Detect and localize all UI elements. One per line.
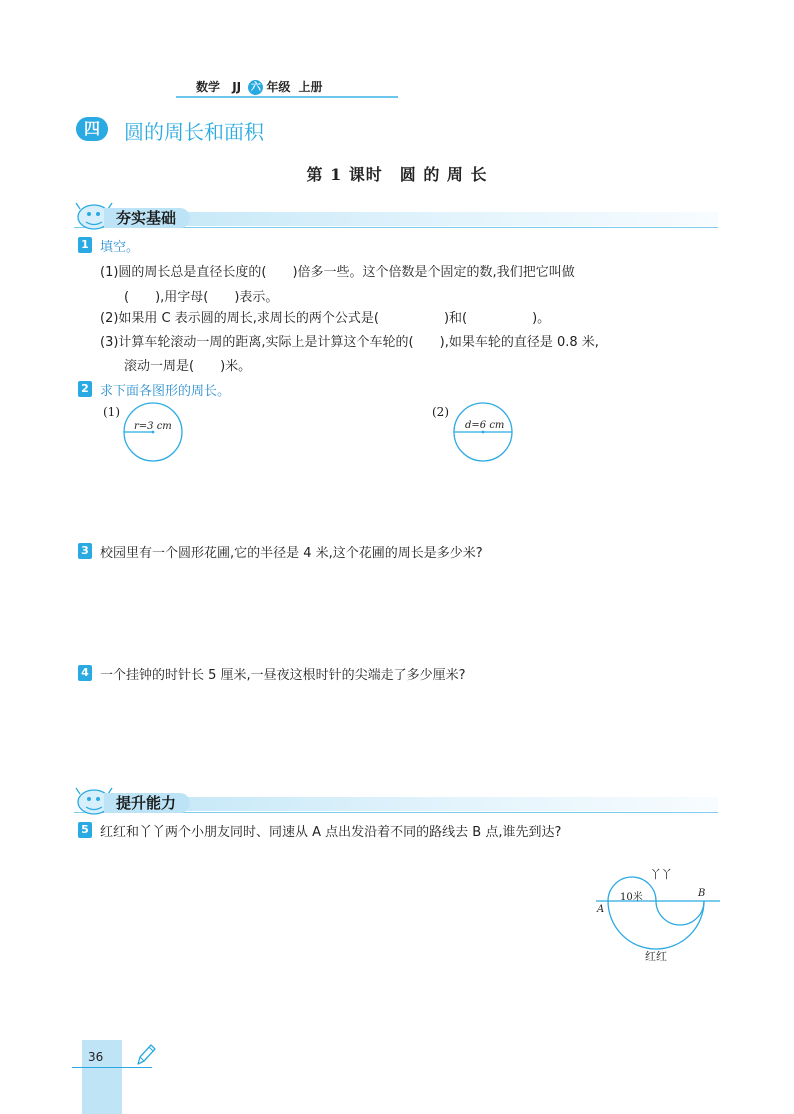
chapter-badge: 四 [76, 117, 108, 141]
question-text: 红红和丫丫两个小朋友同时、同速从 A 点出发沿着不同的路线去 B 点,谁先到达? [100, 825, 562, 840]
question-title: 求下面各图形的周长。 [100, 384, 231, 399]
section-banner-advanced [74, 785, 718, 817]
header-volume: 上册 [298, 80, 323, 94]
segment-length: 10米 [620, 892, 643, 903]
question-text: (2)如果用 C 表示圆的周长,求周长的两个公式是( )和( )。 [100, 311, 551, 326]
route-label-yaya: 丫丫 [650, 868, 672, 881]
question-text: (3)计算车轮滚动一周的距离,实际上是计算这个车轮的( ),如果车轮的直径是 0.8 米, [100, 335, 599, 350]
question-number: 4 [78, 665, 92, 681]
question-number: 5 [78, 822, 92, 838]
point-b-label: B [698, 888, 706, 899]
chapter-title: 圆的周长和面积 [124, 120, 264, 144]
circle-figure-radius [120, 400, 186, 470]
page-number: 36 [88, 1050, 104, 1064]
question-text: 校园里有一个圆形花圃,它的半径是 4 米,这个花圃的周长是多少米? [100, 546, 483, 561]
question-number: 3 [78, 543, 92, 559]
question-number: 1 [78, 237, 92, 253]
section-banner-basic [74, 200, 718, 232]
header-rule [176, 96, 398, 98]
pencil-icon [134, 1042, 156, 1068]
question-text: (1)圆的周长总是直径长度的( )倍多一些。这个倍数是个固定的数,我们把它叫做 [100, 265, 575, 280]
question-text: 滚动一周是( )米。 [124, 359, 252, 374]
point-a-label: A [597, 904, 605, 915]
circle-figure-diameter [450, 400, 516, 470]
figure-label: (1) [103, 405, 120, 419]
question-title: 填空。 [100, 240, 140, 255]
question-text: 一个挂钟的时针长 5 厘米,一昼夜这根时针的尖端走了多少厘米? [100, 668, 466, 683]
section-title-basic: 夯实基础 [104, 208, 190, 228]
question-text: ( ),用字母( )表示。 [124, 290, 279, 305]
figure-label: (2) [432, 405, 449, 419]
lesson-title: 第 1 课时 圆 的 周 长 [306, 165, 488, 184]
running-header [196, 78, 323, 95]
header-grade-badge: 六 [248, 80, 263, 95]
radius-label: r=3 cm [134, 421, 172, 432]
route-label-honghong: 红红 [645, 950, 667, 963]
section-title-advanced: 提升能力 [104, 793, 190, 813]
header-subject: 数学 [196, 80, 221, 94]
header-edition: JJ [232, 80, 242, 94]
question-number: 2 [78, 381, 92, 397]
diameter-label: d=6 cm [465, 420, 505, 431]
header-grade-text: 年级 [266, 80, 291, 94]
